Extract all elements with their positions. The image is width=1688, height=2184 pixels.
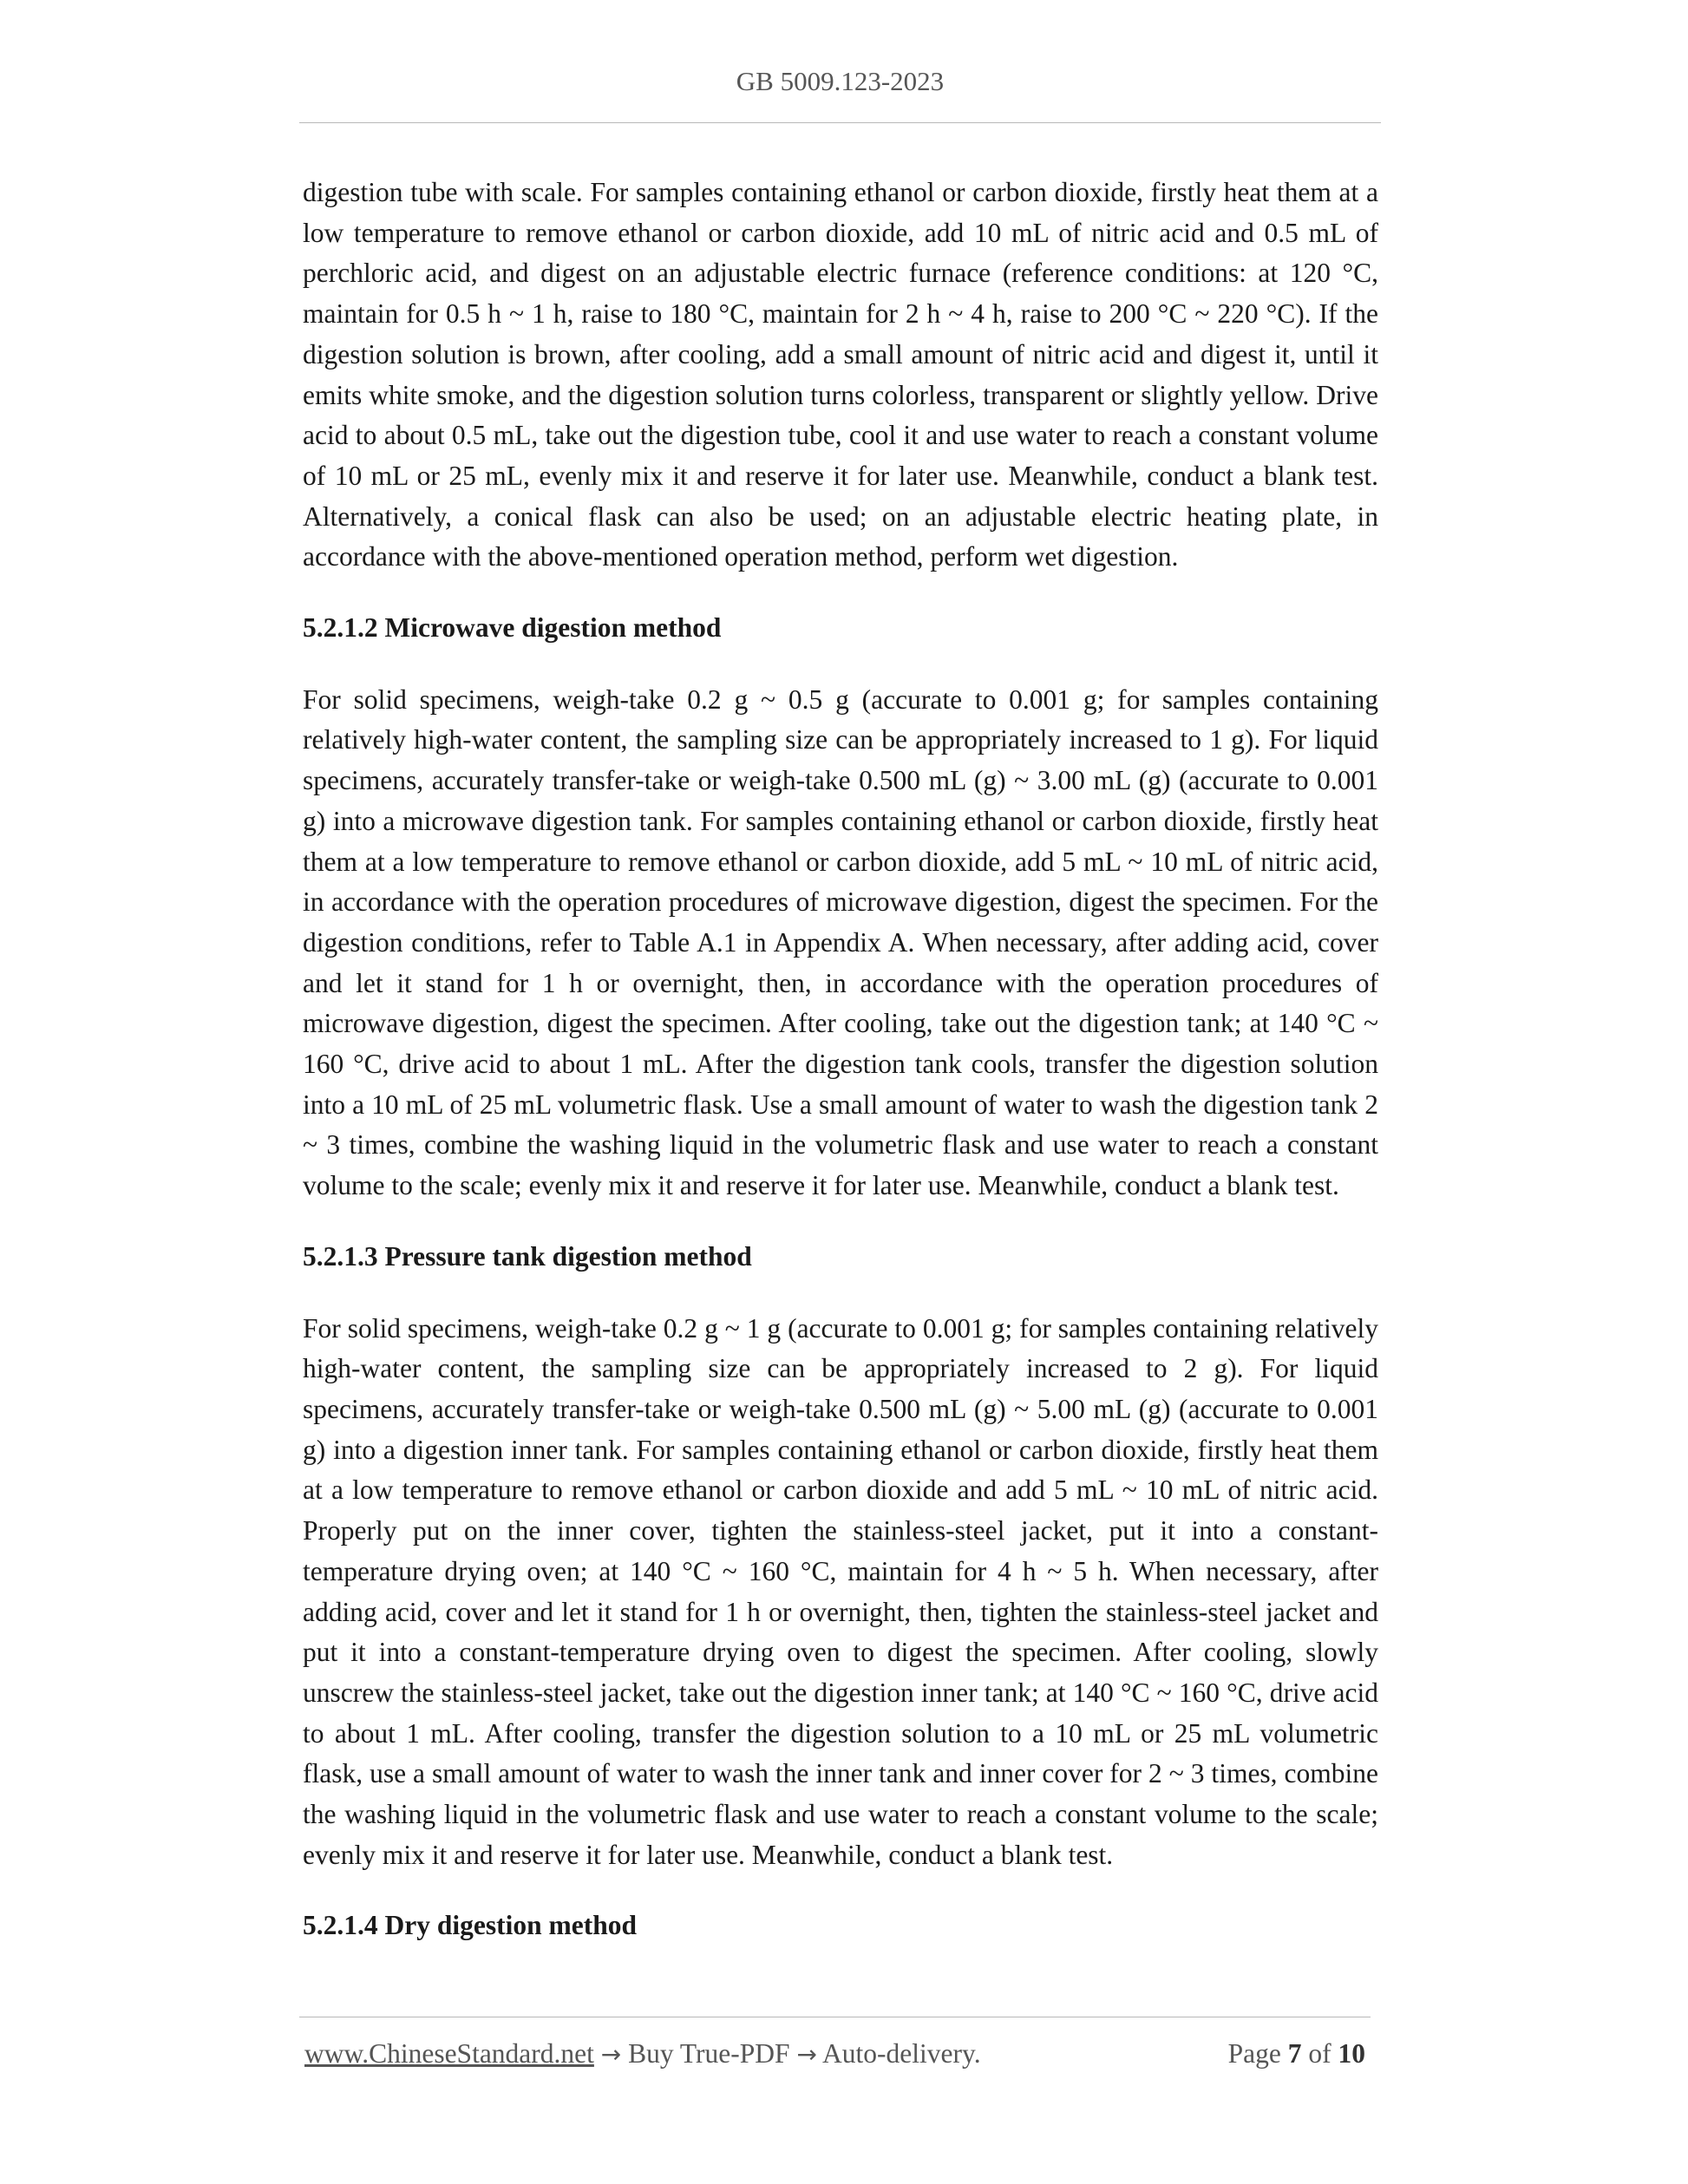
footer-promo [304,2038,981,2070]
header-divider [299,122,1381,123]
paragraph-microwave-digestion: For solid specimens, weigh-take 0.2 g ~ 0.5 g (accurate to 0.001 g; for samples containing relatively high-water content, the sampling size can be appropriately increased to 1 g). For liquid specimens, accurately transfer-take or weigh-take 0.500 mL (g) ~ 3.00 mL (g) (accurate to 0.001 g) into a microwave digestion tank. For samples containing ethanol or carbon dioxide, firstly heat them at a low temperature to remove ethanol or carbon dioxide, add 5 mL ~ 10 mL of nitric acid, in accordance with the operation procedures of microwave digestion, digest the specimen. For the digestion conditions, refer to Table A.1 in Appendix A. When necessary, after adding acid, cover and let it stand for 1 h or overnight, then, in accordance with the operation procedures of microwave digestion, digest the specimen. After cooling, take out the digestion tank; at 140 °C ~ 160 °C, drive acid to about 1 mL. After the digestion tank cools, transfer the digestion solution into a 10 mL of 25 mL volumetric flask. Use a small amount of water to wash the digestion tank 2 ~ 3 times, combine the washing liquid in the volumetric flask and use water to reach a constant volume to the scale; evenly mix it and reserve it for later use. Meanwhile, conduct a blank test. [303,683,1378,1201]
section-heading-pressure-tank: 5.2.1.3 Pressure tank digestion method [303,1240,752,1272]
buy-true-pdf-text: Buy True-PDF [628,2038,790,2069]
page-of-label: of [1308,2038,1331,2069]
page-header-doc-code: GB 5009.123-2023 [736,66,945,96]
section-heading-dry-digestion: 5.2.1.4 Dry digestion method [303,1910,637,1941]
paragraph-pressure-tank-digestion: For solid specimens, weigh-take 0.2 g ~ 1 g (accurate to 0.001 g; for samples containing relatively high-water content, the sampling size can be appropriately increased to 2 g). For liquid specimens, accurately transfer-take or weigh-take 0.500 mL (g) ~ 5.00 mL (g) (accurate to 0.001 g) into a digestion inner tank. For samples containing ethanol or carbon dioxide, firstly heat them at a low temperature to remove ethanol or carbon dioxide and add 5 mL ~ 10 mL of nitric acid. Properly put on the inner cover, tighten the stainless-steel jacket, put it into a constant-temperature drying oven; at 140 °C ~ 160 °C, maintain for 4 h ~ 5 h. When necessary, after adding acid, cover and let it stand for 1 h or overnight, then, tighten the stainless-steel jacket and put it into a constant-temperature drying oven to digest the specimen. After cooling, slowly unscrew the stainless-steel jacket, take out the digestion inner tank; at 140 °C ~ 160 °C, drive acid to about 1 mL. After cooling, transfer the digestion solution to a 10 mL or 25 mL volumetric flask, use a small amount of water to wash the inner tank and inner cover for 2 ~ 3 times, combine the washing liquid in the volumetric flask and use water to reach a constant volume to the scale; evenly mix it and reserve it for later use. Meanwhile, conduct a blank test. [303,1312,1378,1870]
site-link[interactable]: www.ChineseStandard.net [304,2038,594,2069]
arrow-right-icon: → [600,2040,622,2069]
total-page-count: 10 [1338,2038,1365,2069]
page-body [303,173,1378,1946]
section-heading-microwave: 5.2.1.2 Microwave digestion method [303,612,722,644]
page-label: Page [1227,2038,1281,2069]
current-page-number: 7 [1287,2038,1302,2069]
paragraph-wet-digestion-continued: digestion tube with scale. For samples containing ethanol or carbon dioxide, firstly heat them at a low temperature to remove ethanol or carbon dioxide, add 10 mL of nitric acid and 0.5 mL of perchloric acid, and digest on an adjustable electric furnace (reference conditions: at 120 °C, maintain for 0.5 h ~ 1 h, raise to 180 °C, maintain for 2 h ~ 4 h, raise to 200 °C ~ 220 °C). If the digestion solution is brown, after cooling, add a small amount of nitric acid and digest it, until it emits white smoke, and the digestion solution turns colorless, transparent or slightly yellow. Drive acid to about 0.5 mL, take out the digestion tube, cool it and use water to reach a constant volume of 10 mL or 25 mL, evenly mix it and reserve it for later use. Meanwhile, conduct a blank test. Alternatively, a conical flask can also be used; on an adjustable electric heating plate, in accordance with the above-mentioned operation method, perform wet digestion. [303,177,1378,572]
auto-delivery-text: Auto-delivery. [822,2038,981,2069]
page-number [1228,2038,1365,2070]
arrow-right-icon: → [796,2040,817,2069]
